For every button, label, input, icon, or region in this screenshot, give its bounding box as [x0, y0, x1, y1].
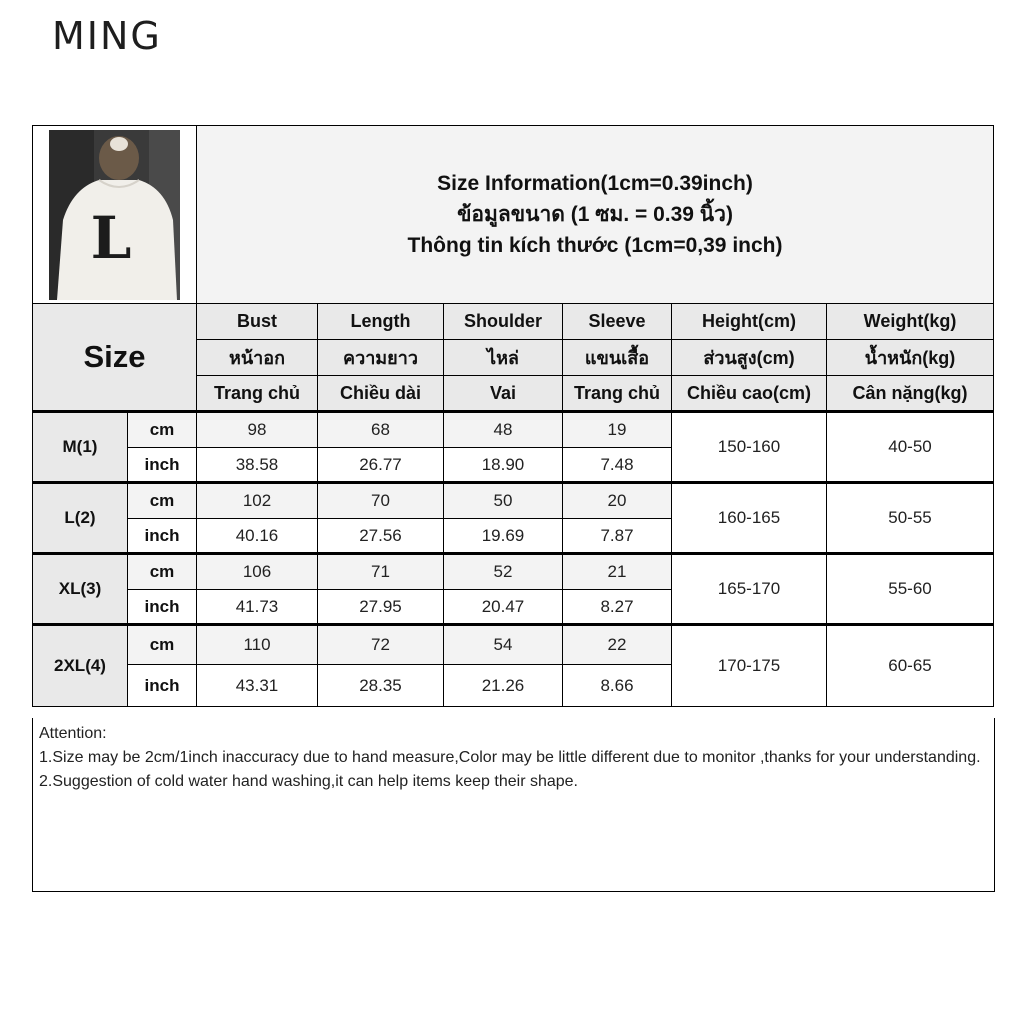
- header-sleeve-vi: Trang chủ: [563, 376, 672, 412]
- unit-cm: cm: [128, 625, 197, 665]
- height-range: 165-170: [672, 554, 827, 625]
- header-weight-th: น้ำหนัก(kg): [827, 340, 994, 376]
- unit-cm: cm: [128, 554, 197, 590]
- table-row: [33, 625, 994, 665]
- table-row: [33, 483, 994, 519]
- svg-text:L: L: [90, 203, 132, 272]
- attention-notes: [32, 718, 995, 892]
- sleeve-cm: 21: [563, 554, 672, 590]
- length-cm: 71: [318, 554, 444, 590]
- header-shoulder-vi: Vai: [444, 376, 563, 412]
- header-length-vi: Chiều dài: [318, 376, 444, 412]
- header-length-th: ความยาว: [318, 340, 444, 376]
- bust-cm: 98: [197, 412, 318, 448]
- unit-inch: inch: [128, 519, 197, 554]
- size-column-header: Size: [33, 304, 197, 412]
- shoulder-cm: 50: [444, 483, 563, 519]
- length-cm: 68: [318, 412, 444, 448]
- header-height-th: ส่วนสูง(cm): [672, 340, 827, 376]
- weight-range: 60-65: [827, 625, 994, 707]
- header-bust-en: Bust: [197, 304, 318, 340]
- sleeve-inch: 8.66: [563, 665, 672, 707]
- header-shoulder-th: ไหล่: [444, 340, 563, 376]
- sleeve-inch: 8.27: [563, 590, 672, 625]
- length-cm: 70: [318, 483, 444, 519]
- height-range: 150-160: [672, 412, 827, 483]
- unit-inch: inch: [128, 590, 197, 625]
- brand-logo: MING: [52, 14, 162, 58]
- size-chart-table: [32, 125, 994, 707]
- shoulder-cm: 48: [444, 412, 563, 448]
- sleeve-cm: 22: [563, 625, 672, 665]
- bust-inch: 43.31: [197, 665, 318, 707]
- bust-cm: 102: [197, 483, 318, 519]
- length-inch: 26.77: [318, 448, 444, 483]
- height-range: 160-165: [672, 483, 827, 554]
- shoulder-inch: 19.69: [444, 519, 563, 554]
- sleeve-cm: 19: [563, 412, 672, 448]
- notes-title: Attention:: [39, 725, 107, 742]
- bust-inch: 38.58: [197, 448, 318, 483]
- size-name-l: L(2): [33, 483, 128, 554]
- product-photo-image: [49, 130, 180, 300]
- product-photo: [33, 126, 197, 304]
- length-cm: 72: [318, 625, 444, 665]
- bust-inch: 41.73: [197, 590, 318, 625]
- unit-cm: cm: [128, 483, 197, 519]
- length-inch: 28.35: [318, 665, 444, 707]
- header-weight-vi: Cân nặng(kg): [827, 376, 994, 412]
- bust-cm: 110: [197, 625, 318, 665]
- length-inch: 27.56: [318, 519, 444, 554]
- bust-cm: 106: [197, 554, 318, 590]
- weight-range: 40-50: [827, 412, 994, 483]
- info-line-english: Size Information(1cm=0.39inch): [437, 172, 753, 195]
- notes-line-1: 1.Size may be 2cm/1inch inaccuracy due to hand measure,Color may be little different due to monitor ,thanks for your understanding.: [39, 749, 981, 766]
- header-sleeve-en: Sleeve: [563, 304, 672, 340]
- unit-inch: inch: [128, 665, 197, 707]
- header-bust-th: หน้าอก: [197, 340, 318, 376]
- unit-inch: inch: [128, 448, 197, 483]
- size-information-header: [197, 126, 994, 304]
- sleeve-inch: 7.48: [563, 448, 672, 483]
- shoulder-cm: 52: [444, 554, 563, 590]
- notes-line-2: 2.Suggestion of cold water hand washing,it can help items keep their shape.: [39, 773, 578, 790]
- weight-range: 55-60: [827, 554, 994, 625]
- shoulder-cm: 54: [444, 625, 563, 665]
- header-weight-en: Weight(kg): [827, 304, 994, 340]
- shoulder-inch: 18.90: [444, 448, 563, 483]
- weight-range: 50-55: [827, 483, 994, 554]
- length-inch: 27.95: [318, 590, 444, 625]
- size-name-xl: XL(3): [33, 554, 128, 625]
- header-length-en: Length: [318, 304, 444, 340]
- sleeve-cm: 20: [563, 483, 672, 519]
- header-height-vi: Chiều cao(cm): [672, 376, 827, 412]
- table-row: [33, 554, 994, 590]
- height-range: 170-175: [672, 625, 827, 707]
- unit-cm: cm: [128, 412, 197, 448]
- bust-inch: 40.16: [197, 519, 318, 554]
- size-name-m: M(1): [33, 412, 128, 483]
- header-bust-vi: Trang chủ: [197, 376, 318, 412]
- info-line-vietnamese: Thông tin kích thước (1cm=0,39 inch): [407, 234, 783, 257]
- shoulder-inch: 21.26: [444, 665, 563, 707]
- info-line-thai: ข้อมูลขนาด (1 ซม. = 0.39 นิ้ว): [457, 203, 733, 226]
- table-row: [33, 412, 994, 448]
- header-height-en: Height(cm): [672, 304, 827, 340]
- header-sleeve-th: แขนเสื้อ: [563, 340, 672, 376]
- header-shoulder-en: Shoulder: [444, 304, 563, 340]
- sleeve-inch: 7.87: [563, 519, 672, 554]
- size-name-2xl: 2XL(4): [33, 625, 128, 707]
- shoulder-inch: 20.47: [444, 590, 563, 625]
